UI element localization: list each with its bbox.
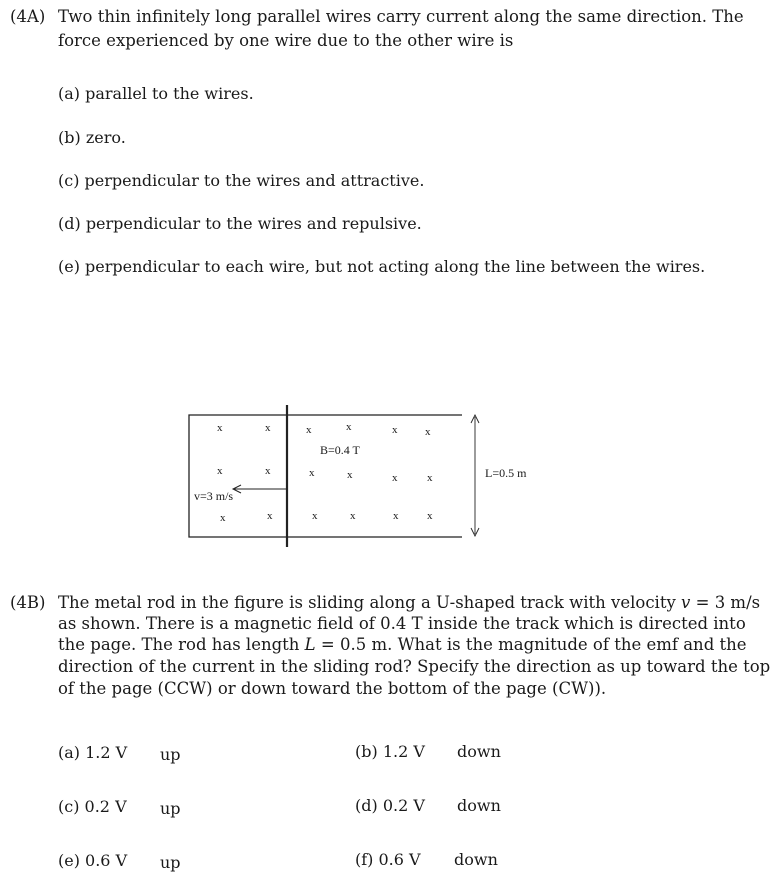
q4b-text-line1: The metal rod in the figure is sliding along a U-shaped track with velocity v = 3 m/s <box>58 593 761 612</box>
q4b-label: (4B) <box>10 593 46 612</box>
q4b-option-c-direction: up <box>160 799 181 818</box>
q4b-text-line4: direction of the current in the sliding rod? Specify the direction as up toward the top <box>58 657 770 676</box>
velocity-label: v=3 m/s <box>194 489 234 503</box>
q4a-option-b: (b) zero. <box>58 128 126 147</box>
q4b-option-e-value: (e) 0.6 V <box>58 851 128 870</box>
field-marker: x <box>392 472 398 484</box>
q4a-text-line2: force experienced by one wire due to the other wire is <box>58 31 514 50</box>
q4b-option-d-direction: down <box>457 796 501 815</box>
length-label: L=0.5 m <box>485 466 527 480</box>
q4b-option-f-value: (f) 0.6 V <box>355 850 421 869</box>
field-label: B=0.4 T <box>320 443 360 457</box>
u-track <box>189 415 462 537</box>
field-marker: x <box>306 424 312 436</box>
field-marker: x <box>393 510 399 522</box>
q4b-option-c-value: (c) 0.2 V <box>58 797 127 816</box>
q4b-option-b-direction: down <box>457 742 501 761</box>
field-marker: x <box>265 422 271 434</box>
q4b-text-line2: as shown. There is a magnetic field of 0.4 T inside the track which is directed into <box>58 614 746 633</box>
field-marker: x <box>217 422 223 434</box>
field-marker: x <box>346 421 352 433</box>
field-marker: x <box>267 510 273 522</box>
field-marker: x <box>350 510 356 522</box>
q4a-option-d: (d) perpendicular to the wires and repulsive. <box>58 214 422 233</box>
q4b-text-line3: the page. The rod has length L = 0.5 m. What is the magnitude of the emf and the <box>58 635 747 654</box>
q4b-option-d-value: (d) 0.2 V <box>355 796 425 815</box>
q4a-label: (4A) <box>10 7 46 26</box>
q4b-option-e-direction: up <box>160 853 181 872</box>
field-marker: x <box>425 426 431 438</box>
q4a-option-a: (a) parallel to the wires. <box>58 84 254 103</box>
q4b-option-a-value: (a) 1.2 V <box>58 743 128 762</box>
q4b-option-f-direction: down <box>454 850 498 869</box>
q4a-option-c: (c) perpendicular to the wires and attractive. <box>58 171 425 190</box>
field-marker: x <box>312 510 318 522</box>
field-marker: x <box>220 512 226 524</box>
field-marker: x <box>392 424 398 436</box>
field-marker: x <box>265 465 271 477</box>
field-marker: x <box>427 510 433 522</box>
q4b-option-b-value: (b) 1.2 V <box>355 742 425 761</box>
field-marker: x <box>427 472 433 484</box>
q4b-option-a-direction: up <box>160 745 181 764</box>
field-marker: x <box>347 469 353 481</box>
field-marker: x <box>309 467 315 479</box>
field-marker: x <box>217 465 223 477</box>
q4a-option-e: (e) perpendicular to each wire, but not acting along the line between the wires. <box>58 257 706 276</box>
q4a-text-line1: Two thin infinitely long parallel wires carry current along the same direction. The <box>58 7 744 26</box>
q4b-text-line5: of the page (CCW) or down toward the bottom of the page (CW)). <box>58 679 607 698</box>
